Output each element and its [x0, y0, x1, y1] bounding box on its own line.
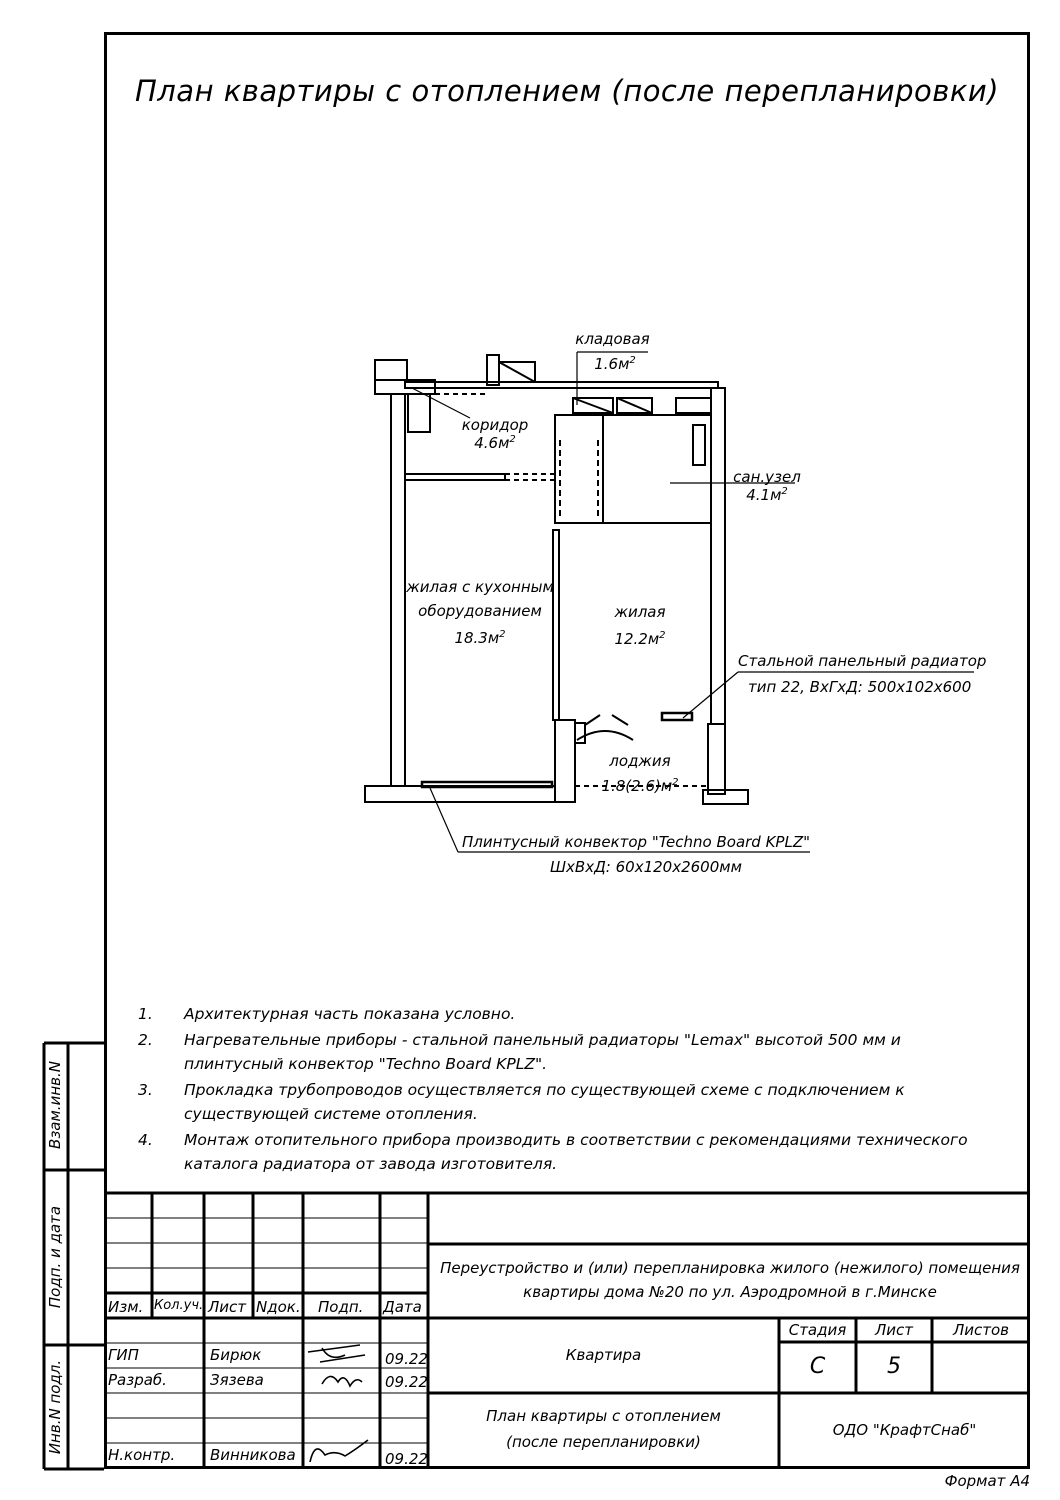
stamp-sheets-label: Листов — [952, 1321, 1010, 1339]
signature-2 — [322, 1376, 362, 1386]
stamp-header-izm: Изм. — [108, 1298, 144, 1316]
stamp-sheet-title-2: (после перепланировки) — [506, 1433, 701, 1451]
stamp-role-gip: ГИП — [108, 1346, 139, 1364]
drawing-title: План квартиры с отоплением (после перепланировки) — [134, 74, 1000, 108]
label-bathroom: сан.узел $4.1м^2$ — [733, 468, 801, 504]
side-label-podp: Подп. и дата — [46, 1205, 64, 1309]
sheet-format: Формат А4 — [944, 1472, 1030, 1490]
label-loggia: лоджия $1.8(2.6)м^2$ — [601, 752, 679, 795]
signatures — [308, 1345, 368, 1462]
label-storage-area: $1.6м^2$ — [594, 355, 636, 373]
stamp-header-list: Лист — [208, 1298, 247, 1316]
stamp-date-nkontr: 09.22 — [385, 1450, 428, 1468]
stamp-header-kol: Кол.уч. — [154, 1298, 204, 1313]
signature-1 — [308, 1345, 365, 1362]
stamp-header-data: Дата — [383, 1298, 422, 1316]
label-living-kitchen: жилая с кухонным оборудованием $18.3м^2$ — [406, 578, 554, 647]
label-corridor: коридор $4.6м^2$ — [461, 416, 529, 452]
radiator-callout-title: Стальной панельный радиатор — [738, 652, 987, 670]
side-label-vzam: Взам.инв.N — [46, 1061, 64, 1149]
stamp-name-nkontr: Винникова — [210, 1446, 296, 1464]
convector-callout-spec: ШхВхД: 60х120х2600мм — [550, 858, 742, 876]
convector-callout-title: Плинтусный конвектор "Techno Board KPLZ" — [462, 833, 811, 851]
stamp-project: Переустройство и (или) перепланировка жилого (нежилого) помещения квартиры дома №20 по ул. Аэродромной в г.Минске — [440, 1259, 1020, 1301]
stamp-stage-value: С — [809, 1354, 826, 1379]
stamp-name-razrab: Зязева — [210, 1371, 264, 1389]
stamp-date-razrab: 09.22 — [385, 1373, 428, 1391]
label-storage: кладовая — [575, 330, 650, 348]
stamp-sheet-value: 5 — [887, 1354, 901, 1379]
stamp-company: ОДО "КрафтСнаб" — [832, 1421, 977, 1439]
stamp-role-razrab: Разраб. — [108, 1371, 167, 1389]
stamp-header-ndok: Nдок. — [256, 1298, 301, 1316]
stamp-sheet-label: Лист — [874, 1321, 913, 1339]
label-living: жилая $12.2м^2$ — [614, 603, 666, 648]
stamp-header-podp: Подп. — [318, 1298, 364, 1316]
stamp-object: Квартира — [565, 1346, 642, 1364]
side-label-inv: Инв.N подл. — [46, 1359, 64, 1455]
stamp-sheet-title-1: План квартиры с отоплением — [486, 1407, 721, 1425]
stamp-name-gip: Бирюк — [210, 1346, 262, 1364]
radiator-callout-spec: тип 22, ВхГхД: 500х102х600 — [748, 678, 972, 696]
stamp-stage-label: Стадия — [788, 1321, 847, 1339]
stamp-date-gip: 09.22 — [385, 1350, 428, 1368]
stamp-role-nkontr: Н.контр. — [108, 1446, 176, 1464]
